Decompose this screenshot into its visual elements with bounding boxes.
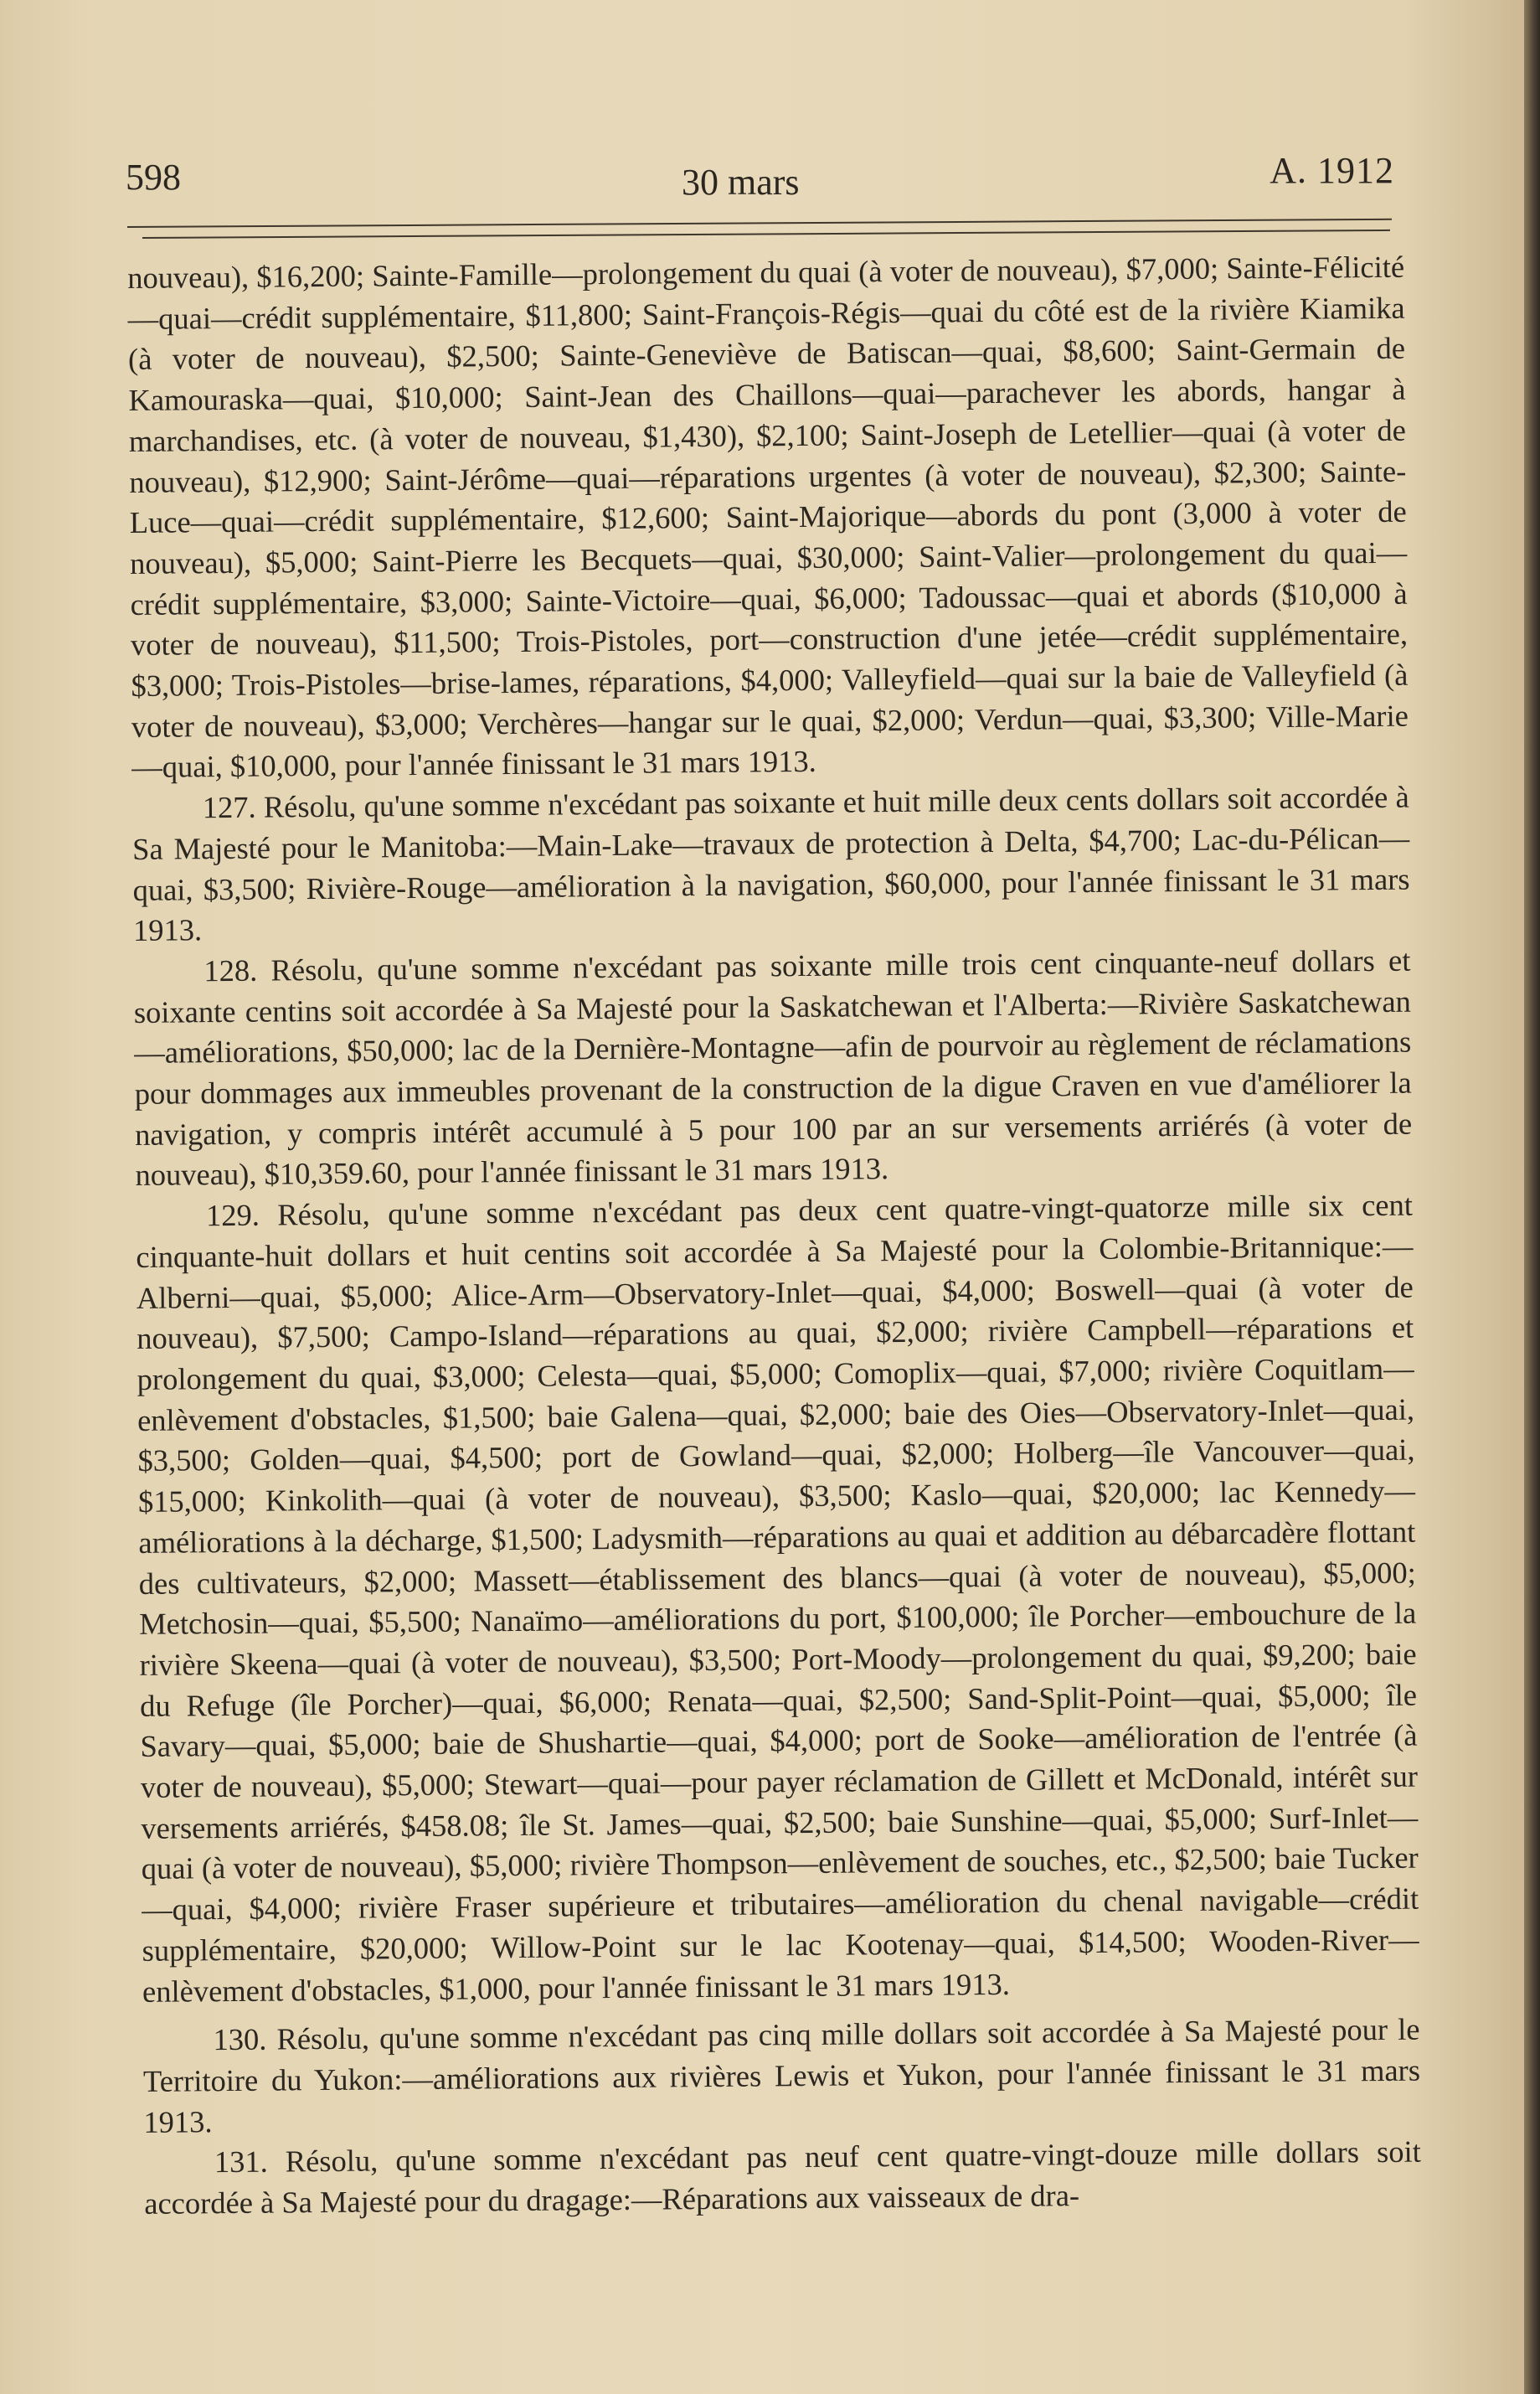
running-header-date: 30 mars <box>682 162 800 203</box>
body-text <box>127 247 1421 2225</box>
header-rule-bottom <box>142 230 1390 239</box>
running-header-year: A. 1912 <box>1270 150 1394 191</box>
paragraph-129: 129. Résolu, qu'une somme n'excédant pas deux cent quatre-vingt-quatorze mille six cent cinquante-huit dollars et huit centins soit accordée à Sa Majesté pour la Colombie-Britannique:—Alberni—quai, $5,000; Alice-Arm—Observatory-Inlet—quai, $4,000; Boswell—quai (à voter de nouveau), $7,500; Campo-Island—réparations au quai, $2,000; rivière Campbell—réparations et prolongement du quai, $3,000; Celesta—quai, $5,000; Comoplix—quai, $7,000; rivière Coquitlam—enlèvement d'obstacles, $1,500; baie Galena—quai, $2,000; baie des Oies—Observatory-Inlet—quai, $3,500; Golden—quai, $4,500; port de Gowland—quai, $2,000; Holberg—île Vancouver—quai, $15,000; Kinkolith—quai (à voter de nouveau), $3,500; Kaslo—quai, $20,000; lac Kennedy—améliorations à la décharge, $1,500; Ladysmith—réparations au quai et addition au débarcadère flottant des cultivateurs, $2,000; Massett—établissement des blancs—quai (à voter de nouveau), $5,000; Metchosin—quai, $5,500; Nanaïmo—améliorations du port, $100,000; île Porcher—embouchure de la rivière Skeena—quai (à voter de nouveau), $3,500; Port-Moody—prolongement du quai, $9,200; baie du Refuge (île Porcher)—quai, $6,000; Renata—quai, $2,500; Sand-Split-Point—quai, $5,000; île Savary—quai, $5,000; baie de Shushartie—quai, $4,000; port de Sooke—amélioration de l'entrée (à voter de nouveau), $5,000; Stewart—quai—pour payer réclamation de Gillett et McDonald, intérêt sur versements arriérés, $458.08; île St. James—quai, $2,500; baie Sunshine—quai, $5,000; Surf-Inlet—quai (à voter de nouveau), $5,000; rivière Thompson—enlèvement de souches, etc., $2,500; baie Tucker—quai, $4,000; rivière Fraser supérieure et tributaires—amélioration du chenal navigable—crédit supplémentaire, $20,000; Willow-Point sur le lac Kootenay—quai, $14,500; Wooden-River—enlèvement d'obstacles, $1,000, pour l'année finissant le 31 mars 1913. <box>136 1187 1419 2009</box>
paragraph-131: 131. Résolu, qu'une somme n'excédant pas neuf cent quatre-vingt-douze mille dollars soit accordée à Sa Majesté pour du dragage:—Réparations aux vaisseaux de dra- <box>144 2133 1421 2221</box>
paragraph-continuation: nouveau), $16,200; Sainte-Famille—prolongement du quai (à voter de nouveau), $7,000; Sainte-Félicité—quai—crédit supplémentaire, $11,800; Saint-François-Régis—quai du côté est de la rivière Kiamika (à voter de nouveau), $2,500; Sainte-Geneviève de Batiscan—quai, $8,600; Saint-Germain de Kamouraska—quai, $10,000; Saint-Jean des Chaillons—quai—parachever les abords, hangar à marchandises, etc. (à voter de nouveau, $1,430), $2,100; Saint-Joseph de Letellier—quai (à voter de nouveau), $12,900; Saint-Jérôme—quai—réparations urgentes (à voter de nouveau), $2,300; Sainte-Luce—quai—crédit supplémentaire, $12,600; Saint-Majorique—abords du pont (3,000 à voter de nouveau), $5,000; Saint-Pierre les Becquets—quai, $30,000; Saint-Valier—prolongement du quai—crédit supplémentaire, $3,000; Sainte-Victoire—quai, $6,000; Tadoussac—quai et abords ($10,000 à voter de nouveau), $11,500; Trois-Pistoles, port—construction d'une jetée—crédit supplémentaire, $3,000; Trois-Pistoles—brise-lames, réparations, $4,000; Valleyfield—quai sur la baie de Valleyfield (à voter de nouveau), $3,000; Verchères—hangar sur le quai, $2,000; Verdun—quai, $3,300; Ville-Marie—quai, $10,000, pour l'année finissant le 31 mars 1913. <box>127 249 1409 785</box>
paragraph-130: 130. Résolu, qu'une somme n'excédant pas cinq mille dollars soit accordée à Sa Majesté pour le Territoire du Yukon:—améliorations aux rivières Lewis et Yukon, pour l'année finissant le 31 mars 1913. <box>142 2011 1421 2139</box>
book-binding-edge <box>1524 0 1540 2394</box>
page-number: 598 <box>126 157 181 198</box>
page-header <box>126 149 1394 208</box>
header-rule-top <box>127 219 1392 228</box>
paragraph-128: 128. Résolu, qu'une somme n'excédant pas soixante mille trois cent cinquante-neuf dollars et soixante centins soit accordée à Sa Majesté pour la Saskatchewan et l'Alberta:—Rivière Saskatchewan—améliorations, $50,000; lac de la Dernière-Montagne—afin de pourvoir au règlement de réclamations pour dommages aux immeubles provenant de la construction de la digue Craven en vue d'améliorer la navigation, y compris intérêt accumulé à 5 pour 100 par an sur versements arriérés (à voter de nouveau), $10,359.60, pour l'année finissant le 31 mars 1913. <box>133 942 1413 1193</box>
paragraph-127: 127. Résolu, qu'une somme n'excédant pas soixante et huit mille deux cents dollars soit accordée à Sa Majesté pour le Manitoba:—Main-Lake—travaux de protection à Delta, $4,700; Lac-du-Pélican—quai, $3,500; Rivière-Rouge—amélioration à la navigation, $60,000, pour l'année finissant le 31 mars 1913. <box>131 779 1410 948</box>
